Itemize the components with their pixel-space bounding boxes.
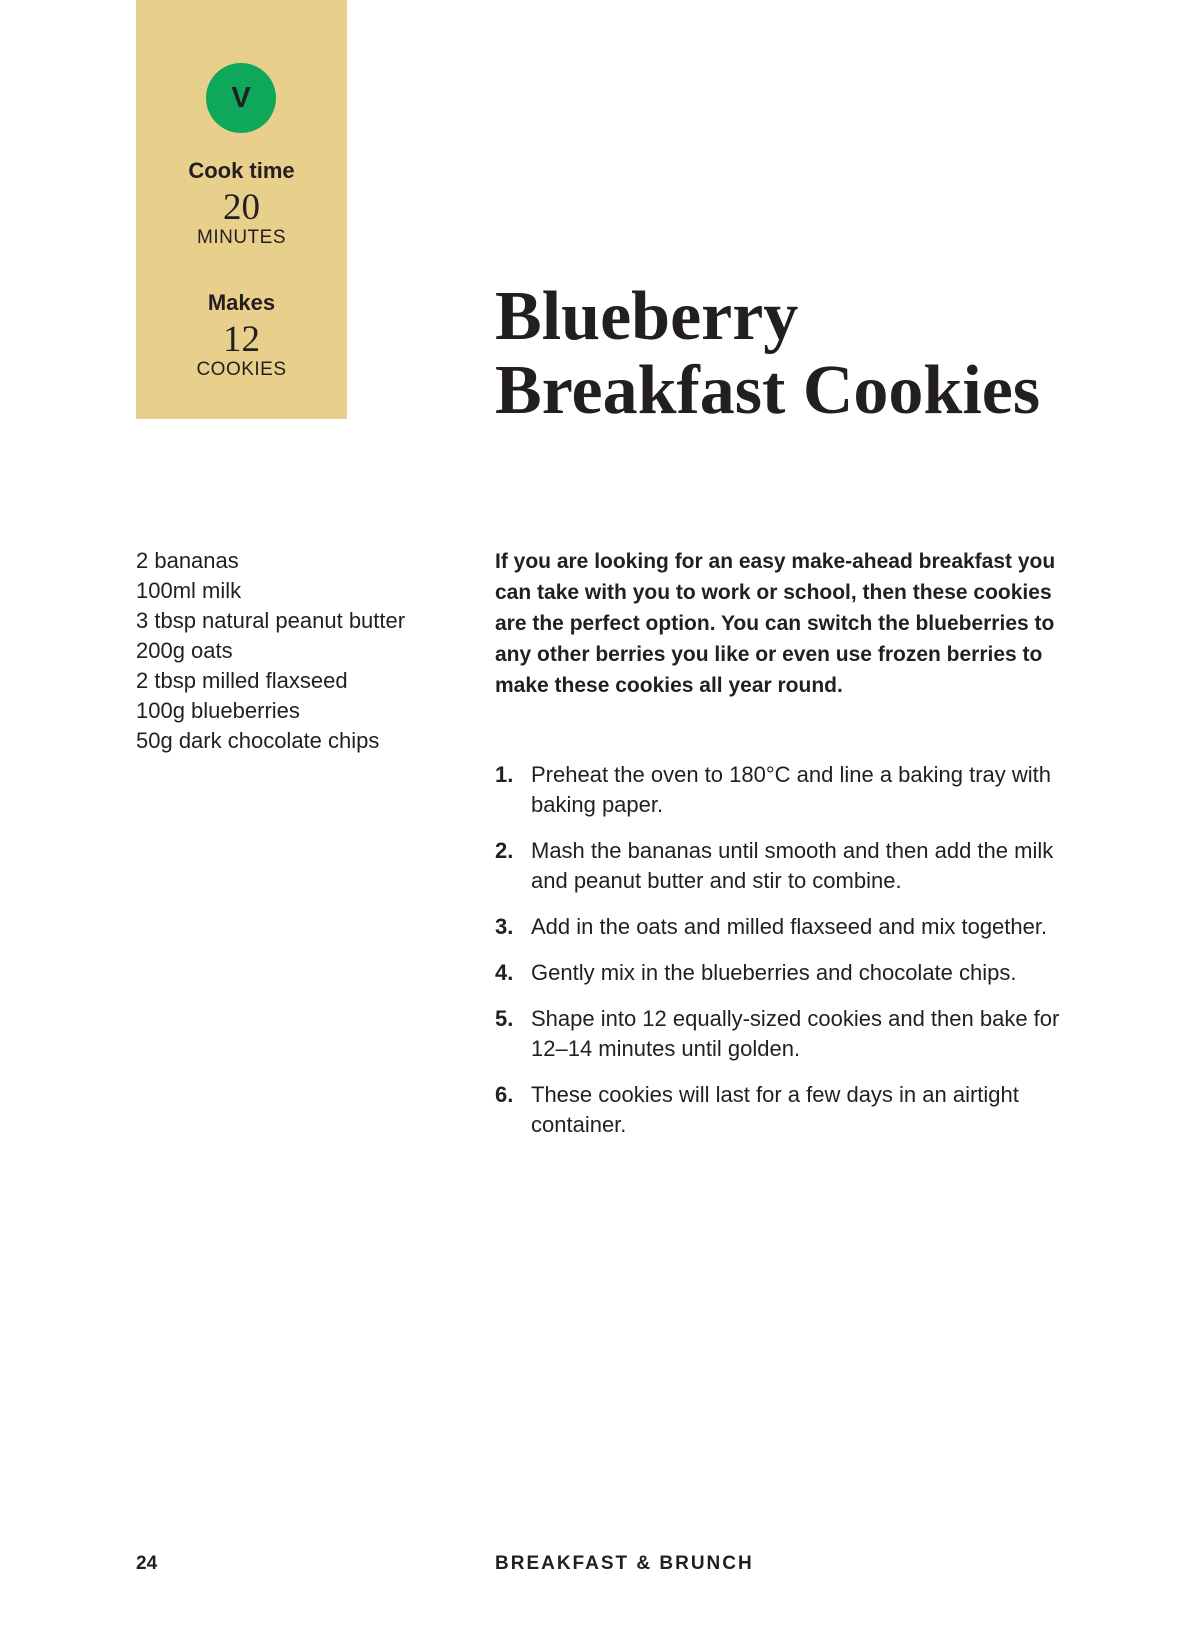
method-step <box>495 760 1065 820</box>
ingredient-item: 100ml milk <box>136 578 242 603</box>
makes-unit: COOKIES <box>196 359 287 380</box>
step-text: Shape into 12 equally-sized cookies and then bake for 12–14 minutes until golden. <box>531 1006 1060 1061</box>
page-number: 24 <box>136 1553 158 1574</box>
step-number: 6. <box>495 1082 514 1107</box>
ingredient-item: 2 bananas <box>136 548 239 573</box>
cook-time-label: Cook time <box>188 158 295 183</box>
makes-value: 12 <box>223 319 260 360</box>
recipe-title <box>495 280 1040 428</box>
ingredient-item: 50g dark chocolate chips <box>136 728 380 753</box>
ingredient-item: 3 tbsp natural peanut butter <box>136 608 406 633</box>
method-step <box>495 912 1065 942</box>
vegetarian-badge-icon: V <box>206 63 276 133</box>
recipe-title-line-1: Blueberry <box>495 278 799 355</box>
ingredient-item: 200g oats <box>136 638 233 663</box>
step-text: Mash the bananas until smooth and then add the milk and peanut butter and stir to combine. <box>531 838 1054 893</box>
makes-label: Makes <box>207 290 276 315</box>
ingredient-item: 2 tbsp milled flaxseed <box>136 668 348 693</box>
step-text: Preheat the oven to 180°C and line a baking tray with baking paper. <box>531 762 1052 817</box>
step-number: 2. <box>495 838 514 863</box>
step-text: These cookies will last for a few days in an airtight container. <box>531 1082 1019 1137</box>
recipe-title-line-2: Breakfast Cookies <box>495 352 1041 429</box>
ingredients-list <box>136 546 405 756</box>
step-number: 4. <box>495 960 514 985</box>
step-number: 5. <box>495 1006 514 1031</box>
method-step <box>495 1080 1065 1140</box>
section-name: BREAKFAST & BRUNCH <box>495 1553 754 1574</box>
cook-time-value: 20 <box>223 187 260 228</box>
method-step <box>495 836 1065 896</box>
recipe-info-panel <box>136 0 347 419</box>
step-text: Gently mix in the blueberries and chocolate chips. <box>531 960 1017 985</box>
method-step <box>495 958 1065 988</box>
ingredient-item: 100g blueberries <box>136 698 300 723</box>
step-number: 3. <box>495 914 514 939</box>
method-step <box>495 1004 1065 1064</box>
recipe-intro: If you are looking for an easy make-ahead breakfast you can take with you to work or school, then these cookies are the perfect option. You can switch the blueberries to any other berries you like or even use frozen berries to make these cookies all year round. <box>495 550 1056 697</box>
step-number: 1. <box>495 762 514 787</box>
method-steps <box>495 760 1065 1156</box>
cook-time-unit: MINUTES <box>197 227 286 248</box>
step-text: Add in the oats and milled flaxseed and mix together. <box>531 914 1048 939</box>
